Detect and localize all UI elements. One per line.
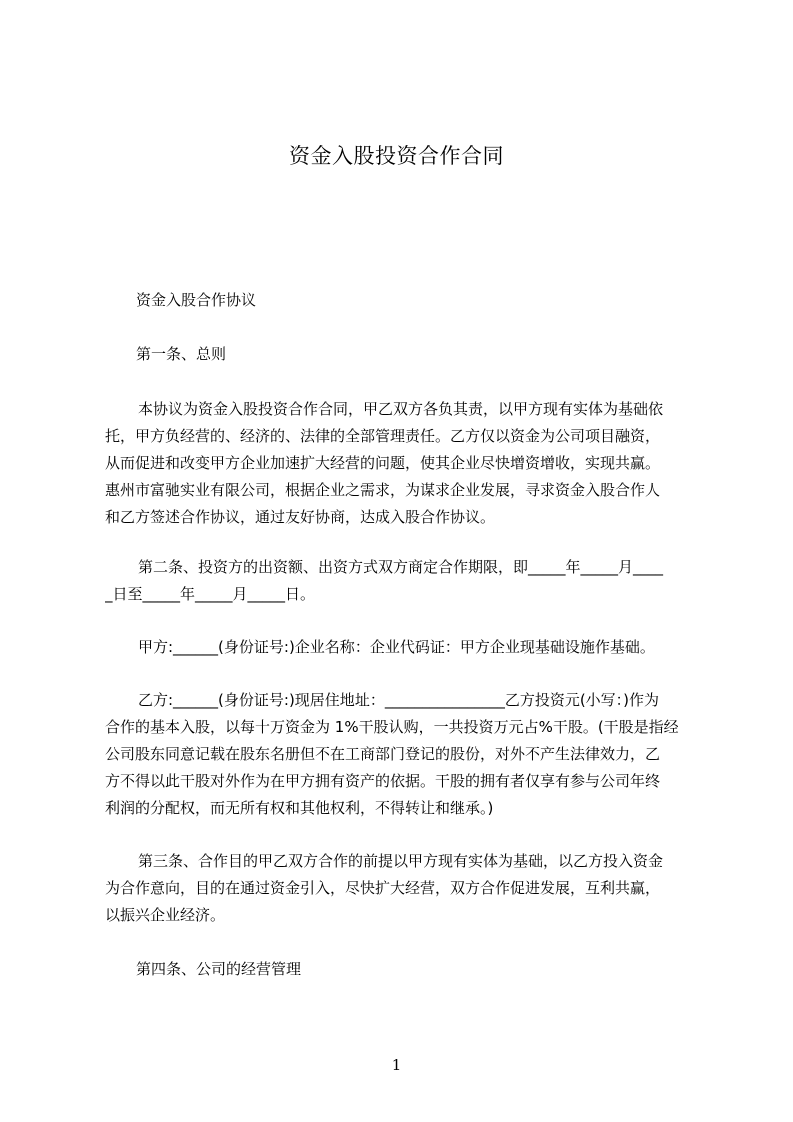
article-3-paragraph <box>105 848 705 929</box>
paragraph-line: 和乙方签述合作协议，通过友好协商，达成入股合作协议。 <box>105 508 496 526</box>
article-2-paragraph <box>105 554 705 608</box>
paragraph-line: 乙方:______(身份证号:)现居住地址：________________乙方投资元(小写：)作为 <box>138 691 660 709</box>
paragraph-line: 方不得以此干股对外作为在甲方拥有资产的依据。干股的拥有者仅享有参与公司年终 <box>105 772 661 790</box>
party-b-paragraph <box>105 687 705 822</box>
paragraph-line: 利润的分配权，而无所有权和其他权利，不得转让和继承。) <box>105 799 494 817</box>
paragraph-line: 托，甲方负经营的、经济的、法律的全部管理责任。乙方仅以资金为公司项目融资， <box>105 427 661 445</box>
paragraph-line: 以振兴企业经济。 <box>105 906 226 924</box>
paragraph-line: 本协议为资金入股投资合作合同，甲乙双方各负其责，以甲方现有实体为基础依 <box>138 400 664 418</box>
paragraph-line: 第二条、投资方的出资额、出资方式双方商定合作期限，即_____年_____月____ <box>138 558 664 576</box>
paragraph-line: 公司股东同意记载在股东名册但不在工商部门登记的股份，对外不产生法律效力，乙 <box>105 745 661 763</box>
paragraph-line: 合作的基本入股，以每十万资金为 1%干股认购，一共投资万元占%干股。(干股是指经 <box>105 718 679 736</box>
paragraph-line: _日至_____年_____月_____日。 <box>105 585 316 603</box>
paragraph-line: 惠州市富驰实业有限公司，根据企业之需求，为谋求企业发展，寻求资金入股合作人 <box>105 481 661 499</box>
paragraph-line: 从而促进和改变甲方企业加速扩大经营的问题，使其企业尽快增资增收，实现共赢。 <box>105 454 661 472</box>
document-title: 资金入股投资合作合同 <box>289 144 504 168</box>
paragraph-line: 为合作意向，目的在通过资金引入，尽快扩大经营，双方合作促进发展，互利共赢， <box>105 879 661 897</box>
paragraph-line: 甲方:______(身份证号:)企业名称：企业代码证：甲方企业现基础设施作基础。 <box>138 638 655 656</box>
page-number: 1 <box>391 1056 402 1074</box>
party-a-paragraph <box>105 634 705 661</box>
agreement-subtitle: 资金入股合作协议 <box>136 291 257 309</box>
article-1-paragraph <box>105 396 705 531</box>
paragraph-line: 第三条、合作目的甲乙双方合作的前提以甲方现有实体为基础，以乙方投入资金 <box>138 852 664 870</box>
article-1-heading: 第一条、总则 <box>136 345 227 363</box>
article-4-heading: 第四条、公司的经营管理 <box>136 960 302 978</box>
